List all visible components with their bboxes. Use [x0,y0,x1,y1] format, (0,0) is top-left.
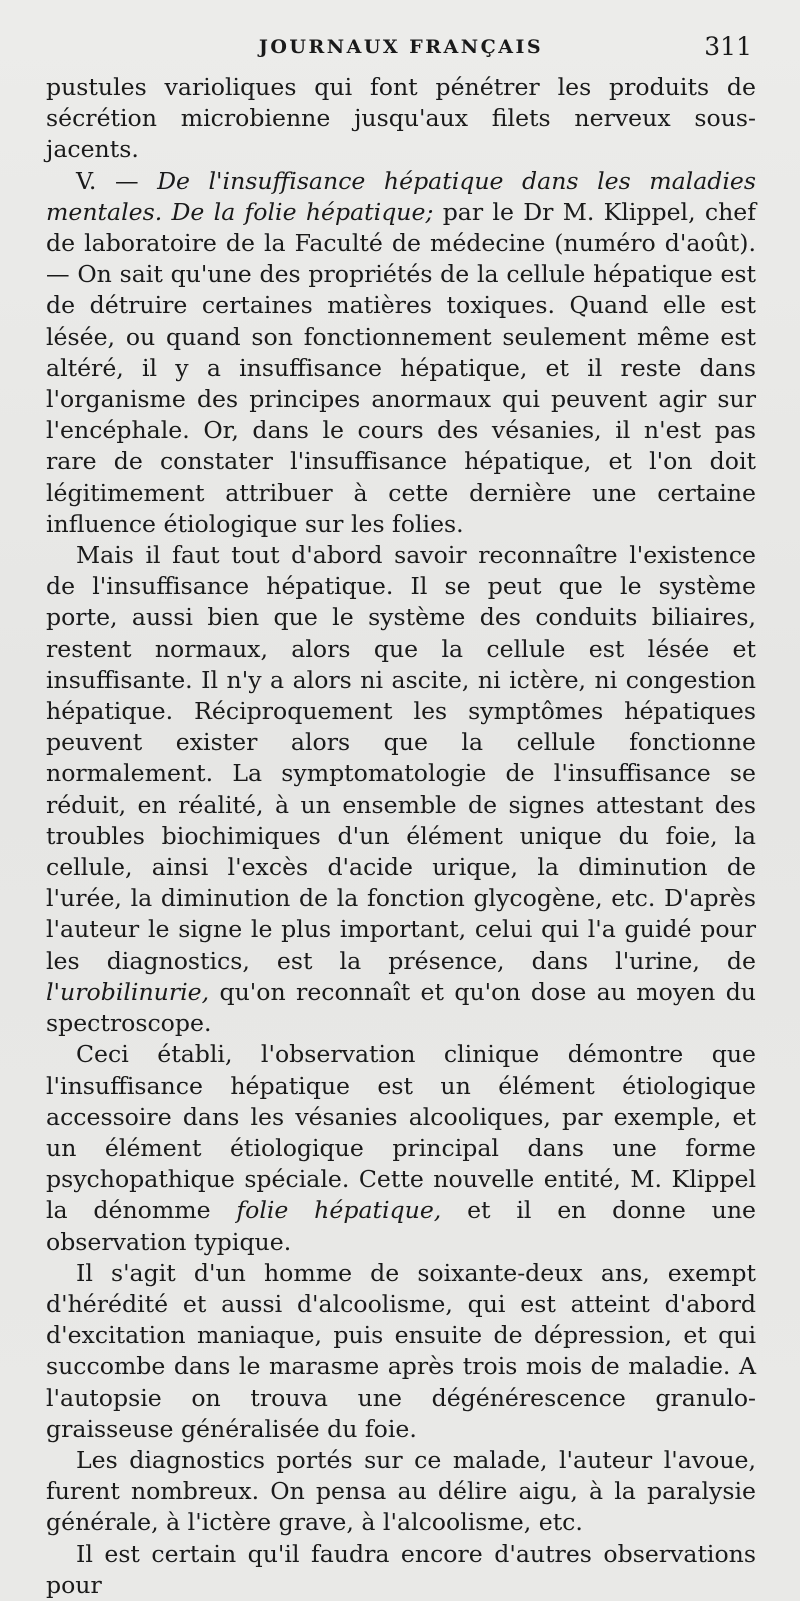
text-run: Mais il faut tout d'abord savoir reconnaître l'existence de l'insuffisance hépatique. Il se peut que le système porte, aussi bien que le système des conduits biliaires, restent normaux, alors que la cellule est lésée et insuffisante. Il n'y a alors ni ascite, ni ictère, ni congestion hépatique. Réciproquement les symptômes hépatiques peuvent exister alors que la cellule fonctionne normalement. La symptomatologie de l'insuffisance se réduit, en réalité, à un ensemble de signes attestant des troubles biochimiques d'un élément unique du foie, la cellule, ainsi l'excès d'acide urique, la diminution de l'urée, la diminution de la fonction glycogène, etc. D'après l'auteur le signe le plus important, celui qui l'a guidé pour les diagnostics, est la présence, dans l'urine, de [46,541,756,975]
text-run: Ceci établi, l'observation clinique démontre que l'insuffisance hépatique est un élément étiologique accessoire dans les vésanies alcooliques, par exemple, et un élément étiologique principal dans une forme psychopathique spéciale. Cette nouvelle entité, M. Klippel la dénomme [46,1040,756,1225]
page-number: 311 [704,32,752,61]
italic-text: folie hépatique, [236,1196,442,1225]
text-run: qu'on reconnaît et qu'on dose au moyen du spectroscope. [46,977,756,1038]
text-run: Il s'agit d'un homme de soixante-deux ans, exempt d'hérédité et aussi d'alcoolisme, qui est atteint d'abord d'excitation maniaque, puis ensuite de dépression, et qui succombe dans le marasme après trois mois de maladie. A l'autopsie on trouva une dégénérescence granulo-graisseuse généralisée du foie. [46,1258,756,1443]
text-run: V. — [76,166,158,195]
italic-text: l'urobilinurie, [46,977,210,1006]
paragraph [46,1039,756,1257]
text-run: par le Dr M. Klippel, chef de laboratoire de la Faculté de médecine (numéro d'août). — On sait qu'une des propriétés de la cellule hépatique est de détruire certaines matières toxiques. Quand elle est lésée, ou quand son fonctionnement seulement même est altéré, il y a insuffisance hépatique, et il reste dans l'organisme des principes anormaux qui peuvent agir sur l'encéphale. Or, dans le cours des vésanies, il n'est pas rare de constater l'insuffisance hépatique, et l'on doit légitimement attribuer à cette dernière une certaine influence étiologique sur les folies. [46,197,756,538]
text-run: et il en donne une observation typique. [46,1196,756,1256]
text-run: pustules varioliques qui font pénétrer les produits de sécrétion microbienne jusqu'aux filets nerveux sous-jacents. [46,73,756,164]
text-run: Il est certain qu'il faudra encore d'autres observations pour [46,1539,756,1599]
text-run: Les diagnostics portés sur ce malade, l'auteur l'avoue, furent nombreux. On pensa au délire aigu, à la paralysie générale, à l'ictère grave, à l'alcoolisme, etc. [46,1445,756,1537]
paragraph [46,1445,756,1539]
paragraph [46,1539,756,1601]
italic-text: De l'insuffisance hépatique dans les maladies mentales. De la folie hépatique; [46,166,756,226]
body-text [46,72,756,1601]
paragraph [46,1258,756,1445]
paragraph [46,72,756,166]
page-header [46,30,756,72]
paragraph [46,166,756,540]
paragraph [46,540,756,1039]
running-title: JOURNAUX FRANÇAIS [258,36,544,58]
